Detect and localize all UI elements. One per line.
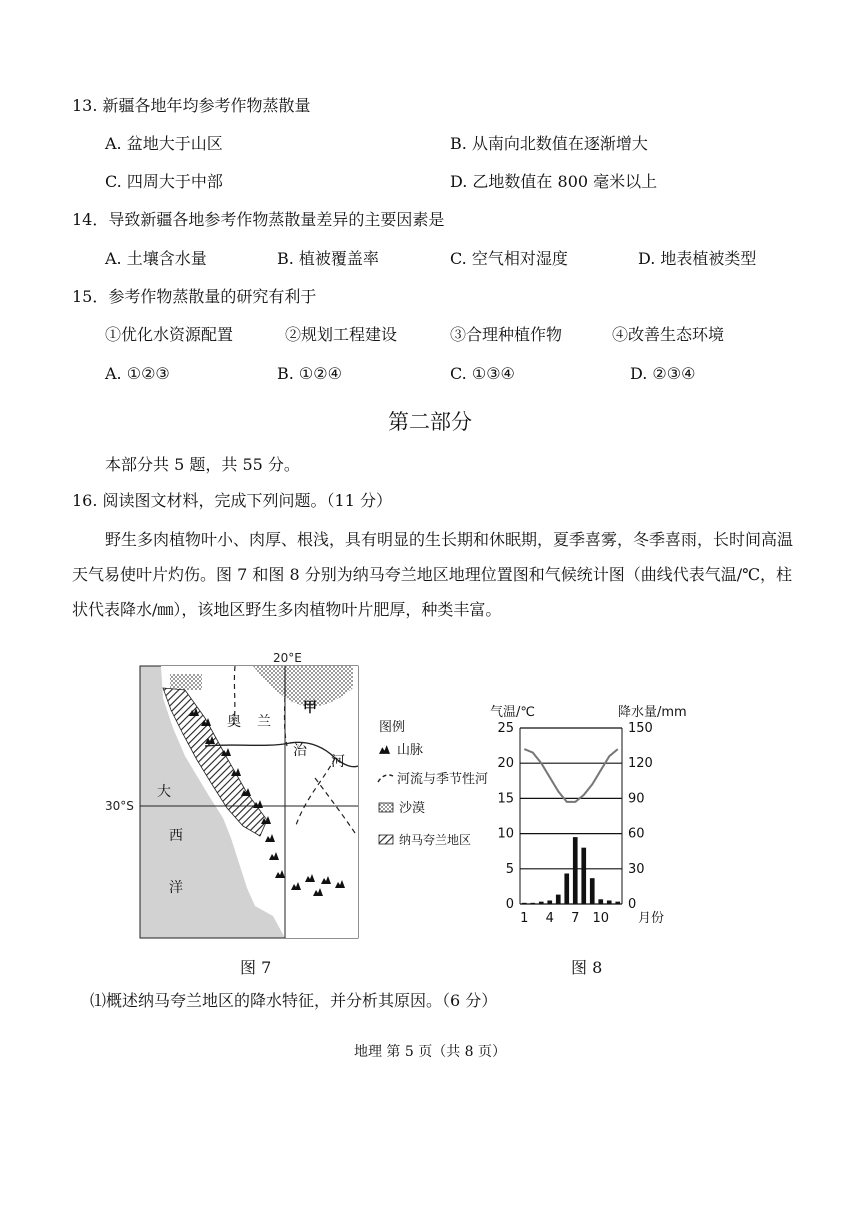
legend-river-label: 河流与季节性河 <box>397 772 489 787</box>
figure-8-climate-chart <box>480 698 720 933</box>
figure-8-caption: 图 8 <box>571 958 603 977</box>
jia-label: 甲 <box>303 700 317 716</box>
q13-option-b: B. 从南向北数值在逐渐增大 <box>450 134 648 153</box>
y-right-label: 降水量/mm <box>618 705 687 720</box>
y-right-tick-label: 150 <box>628 721 653 736</box>
x-tick-label: 1 <box>520 911 529 926</box>
y-left-tick-label: 15 <box>497 791 514 807</box>
part2-intro: 本部分共 5 题，共 55 分。 <box>105 455 300 474</box>
y-left-tick-label: 25 <box>497 721 514 736</box>
q16-material: 野生多肉植物叶小、肉厚、根浅，具有明显的生长期和休眠期，夏季喜雾，冬季喜雨，长时间高温天气易使叶片灼伤。图 7 和图 8 分别为纳马夸兰地区地理位置图和气候统计图（曲线代表气温/℃，柱状代表降水/㎜），该地区野生多肉植物叶片肥厚，种类丰富。 <box>72 530 794 619</box>
q15-stem: 15．参考作物蒸散量的研究有利于 <box>72 287 317 306</box>
precip-bar <box>547 900 552 904</box>
q14-stem: 14．导致新疆各地参考作物蒸散量差异的主要因素是 <box>72 210 445 229</box>
q14-option-b: B. 植被覆盖率 <box>277 249 379 268</box>
legend-region-label: 纳马夸兰地区 <box>399 833 472 847</box>
legend-title: 图例 <box>379 720 406 735</box>
figure-7-caption: 图 7 <box>240 958 272 977</box>
y-right-tick-label: 30 <box>628 861 645 877</box>
q14-option-a: A. 土壤含水量 <box>105 249 207 268</box>
q16-sub1: ⑴概述纳马夸兰地区的降水特征，并分析其原因。（6 分） <box>90 991 498 1010</box>
y-right-tick-label: 120 <box>628 756 653 772</box>
x-tick-label: 4 <box>545 911 554 926</box>
q15-option-d: D. ②③④ <box>630 364 696 383</box>
lon-label: 20°E <box>273 651 302 665</box>
precip-bar <box>615 902 620 904</box>
legend-mountain-icon <box>379 745 390 754</box>
x-tick-label: 7 <box>571 911 580 926</box>
ocean-char-3: 洋 <box>169 880 183 896</box>
desert-patch-north <box>170 674 202 690</box>
q15-item-1: ①优化水资源配置 <box>105 325 234 344</box>
y-left-tick-label: 5 <box>505 861 514 877</box>
y-right-tick-label: 0 <box>628 897 637 912</box>
legend-river-icon <box>378 775 393 782</box>
river-char-1: 奥 <box>227 714 241 730</box>
legend-region-icon <box>379 835 393 844</box>
q15-option-c: C. ①③④ <box>450 364 515 383</box>
y-left-label: 气温/℃ <box>490 705 535 720</box>
legend-desert-label: 沙漠 <box>399 801 426 816</box>
q14-option-d: D. 地表植被类型 <box>638 249 757 268</box>
ocean-char-1: 大 <box>157 784 171 800</box>
river-char-4: 河 <box>331 754 345 770</box>
y-right-tick-label: 90 <box>628 791 645 807</box>
y-left-tick-label: 10 <box>497 826 514 842</box>
precip-bar <box>573 837 578 904</box>
precip-bar <box>539 902 544 904</box>
y-right-tick-label: 60 <box>628 826 645 842</box>
q13-option-a: A. 盆地大于山区 <box>105 134 223 153</box>
q15-item-4: ④改善生态环境 <box>612 325 725 344</box>
river-char-2: 兰 <box>257 714 271 730</box>
y-left-tick-label: 20 <box>497 756 514 772</box>
lat-label: 30°S <box>105 799 134 813</box>
x-unit-label: 月份 <box>638 911 665 926</box>
part2-title: 第二部分 <box>388 410 472 434</box>
q13-stem: 13. 新疆各地年均参考作物蒸散量 <box>72 96 311 115</box>
x-tick-label: 10 <box>592 911 610 926</box>
q16-stem: 16. 阅读图文材料，完成下列问题。（11 分） <box>72 491 392 510</box>
precip-bar <box>590 878 595 904</box>
precip-bar <box>556 895 561 904</box>
precip-bar <box>598 899 603 904</box>
temperature-line <box>524 749 618 802</box>
legend-mountain-label: 山脉 <box>397 743 424 758</box>
q15-item-2: ②规划工程建设 <box>285 325 398 344</box>
ocean-char-2: 西 <box>169 828 183 844</box>
q14-option-c: C. 空气相对湿度 <box>450 249 568 268</box>
precip-bar <box>522 903 527 904</box>
q15-option-b: B. ①②④ <box>277 364 342 383</box>
precip-bar <box>564 873 569 904</box>
figure-7-map <box>105 648 495 943</box>
q15-option-a: A. ①②③ <box>105 364 170 383</box>
q15-item-3: ③合理种植作物 <box>450 325 563 344</box>
q13-option-d: D. 乙地数值在 800 毫米以上 <box>450 172 658 191</box>
y-left-tick-label: 0 <box>505 897 514 912</box>
legend-desert-icon <box>379 803 393 812</box>
precip-bar <box>607 900 612 904</box>
precip-bar <box>530 903 535 904</box>
page-footer: 地理 第 5 页（共 8 页） <box>353 1044 507 1060</box>
precip-bar <box>581 848 586 904</box>
q13-option-c: C. 四周大于中部 <box>105 172 223 191</box>
river-char-3: 治 <box>293 743 307 759</box>
